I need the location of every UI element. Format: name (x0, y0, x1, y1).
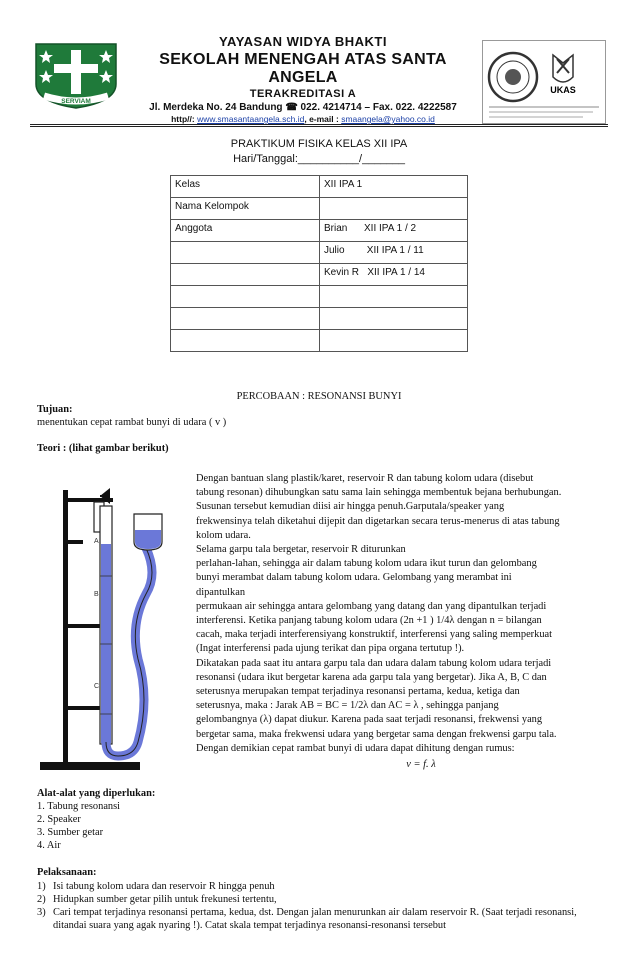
website-link[interactable]: www.smasantaangela.sch.id (197, 114, 305, 124)
tools-heading: Alat-alat yang diperlukan: (37, 788, 156, 799)
theory-line: resonansi (udara ikut bergetar karena ada garpu tala yang bergetar). Jika A, B, C dan (196, 671, 547, 683)
theory-line: Dengan bantuan slang plastik/karet, reservoir R dan tabung kolom udara (disebut (196, 473, 534, 484)
theory-line: frekwensinya telah diketahui dijepit dan digetarkan secara terus-menerus di atas tabung (196, 515, 560, 527)
step-text: Cari tempat terjadinya resonansi pertama, kedua, dst. Dengan jalan menurunkan air dalam reservoir R. (Saat terjadi resonansi, ditandai suara yang agak nyaring !). Catat skala tempat terjadinya resonansi-resonansi tersebut (53, 907, 577, 931)
goal-text: menentukan cepat rambat bunyi di udara ( v ) (37, 417, 227, 428)
theory-line: seterusnya, maka : Jarak AB = BC = 1/2λ dan AC = λ , sehingga panjang (196, 700, 499, 712)
date-line: Hari/Tanggal:__________/_______ (233, 153, 405, 165)
table-cell (320, 308, 468, 330)
formula-line (196, 758, 606, 771)
table-row (171, 264, 468, 286)
group-table (170, 175, 468, 352)
letterhead-text (128, 34, 478, 124)
table-cell: Brian XII IPA 1 / 2 (320, 220, 468, 242)
procedure-heading: Pelaksanaan: (37, 867, 97, 878)
step-text: Hidupkan sumber getar pilih untuk frekunesi tertentu, (53, 894, 277, 905)
theory-line: gelombangnya (λ) dapat diukur. Karena pada saat terjadi resonansi, frekwensi yang (196, 714, 543, 726)
procedure-list (37, 880, 602, 932)
list-item (37, 893, 602, 906)
table-cell: Anggota (171, 220, 320, 242)
theory-line: Dengan demikian cepat rambat bunyi di udara dapat dihitung dengan rumus: (196, 742, 515, 754)
web-prefix: http//: (171, 114, 198, 124)
step-number: 3) (37, 907, 46, 918)
table-row (171, 176, 468, 198)
diagram-label-a: A (94, 538, 99, 545)
table-row (171, 330, 468, 352)
table-row (171, 286, 468, 308)
letterhead-divider (30, 124, 608, 127)
logo-motto: SERVIAM (61, 98, 91, 105)
table-cell (171, 330, 320, 352)
theory-line: permukaan air sehingga antara gelombang yang datang dan yang dipantulkan terjadi (196, 600, 547, 612)
diagram-label-c: C (94, 683, 100, 690)
theory-line: (Ingat interferensi pada ujung terikat dan pipa organa tertutup !). (196, 643, 465, 655)
list-item: 1. Tabung resonansi (37, 801, 121, 812)
theory-text (196, 472, 606, 756)
table-cell (320, 198, 468, 220)
theory-line: dipantulkan (196, 586, 246, 598)
table-cell (320, 286, 468, 308)
theory-line: Selama garpu tala bergetar, reservoir R diturunkan (196, 544, 406, 556)
list-item (37, 906, 602, 932)
certification-logos (482, 40, 606, 124)
table-cell (171, 286, 320, 308)
theory-line: Susunan tersebut kemudian diisi air hingga penuh.Garputala/speaker yang (196, 501, 505, 513)
experiment-title: PERCOBAAN : RESONANSI BUNYI (236, 391, 402, 402)
list-item (37, 880, 602, 893)
table-row (171, 220, 468, 242)
table-cell: Nama Kelompok (171, 198, 320, 220)
goal-heading: Tujuan: (37, 404, 73, 415)
list-item: 3. Sumber getar (37, 827, 104, 838)
table-cell: Julio XII IPA 1 / 11 (320, 242, 468, 264)
table-cell: Kelas (171, 176, 320, 198)
theory-line: Dikatakan pada saat itu antara garpu tala dan udara dalam tabung kolom udara terjadi (196, 657, 552, 669)
address: Jl. Merdeka No. 24 Bandung ☎ 022. 4214714 – Fax. 022. 4222587 (149, 102, 457, 113)
formula: v = f. λ (406, 759, 436, 770)
email-link[interactable]: smaangela@yahoo.co.id (341, 114, 435, 124)
table-row (171, 198, 468, 220)
foundation-name: YAYASAN WIDYA BHAKTI (219, 34, 387, 49)
step-number: 1) (37, 881, 46, 892)
diagram-label-b: B (94, 591, 99, 598)
school-logo (32, 40, 120, 110)
tools-list (37, 800, 120, 852)
email-prefix: , e-mail : (304, 114, 342, 124)
theory-line: perlahan-lahan, sehingga air dalam tabung kolom udara ikut turun dan gelombang (196, 558, 537, 570)
accreditation: TERAKREDITASI A (249, 88, 357, 100)
theory-line: bergetar sama, maka frekwensi udara yang bergetar sama dengan frekwensi garpu tala. (196, 728, 557, 740)
table-row (171, 242, 468, 264)
web-contact (128, 114, 478, 124)
theory-line: cacah, maka terjadi interferensiyang konstruktif, interferensi yang saling memperkuat (196, 629, 553, 641)
theory-line: bunyi merambat dalam tabung kolom udara. Gelombang yang merambat ini (196, 572, 512, 584)
table-cell (171, 308, 320, 330)
table-cell (171, 264, 320, 286)
theory-line: seterusnya merupakan tempat terjadinya resonansi pertama, kedua, ketiga dan (196, 686, 520, 698)
theory-line: interferensi. Ketika panjang tabung kolom udara (2n +1 ) 1/4λ dengan n = bilangan (196, 615, 542, 627)
table-row (171, 308, 468, 330)
list-item: 2. Speaker (37, 814, 81, 825)
table-cell (320, 330, 468, 352)
table-cell (171, 242, 320, 264)
resonance-apparatus-diagram (38, 484, 188, 774)
theory-heading: Teori : (lihat gambar berikut) (37, 443, 169, 454)
step-number: 2) (37, 894, 46, 905)
page-title: PRAKTIKUM FISIKA KELAS XII IPA (230, 138, 408, 150)
theory-line: kolom udara. (196, 529, 251, 541)
step-text: Isi tabung kolom udara dan reservoir R hingga penuh (53, 881, 275, 892)
theory-line: tabung resonan) dihubungkan satu sama lain sehingga membentuk bejana berhubungan. (196, 487, 562, 499)
list-item: 4. Air (37, 840, 61, 851)
cert-ukas: UKAS (550, 85, 576, 95)
table-cell: Kevin R XII IPA 1 / 14 (320, 264, 468, 286)
school-name: SEKOLAH MENENGAH ATAS SANTA ANGELA (159, 51, 447, 86)
table-cell: XII IPA 1 (320, 176, 468, 198)
